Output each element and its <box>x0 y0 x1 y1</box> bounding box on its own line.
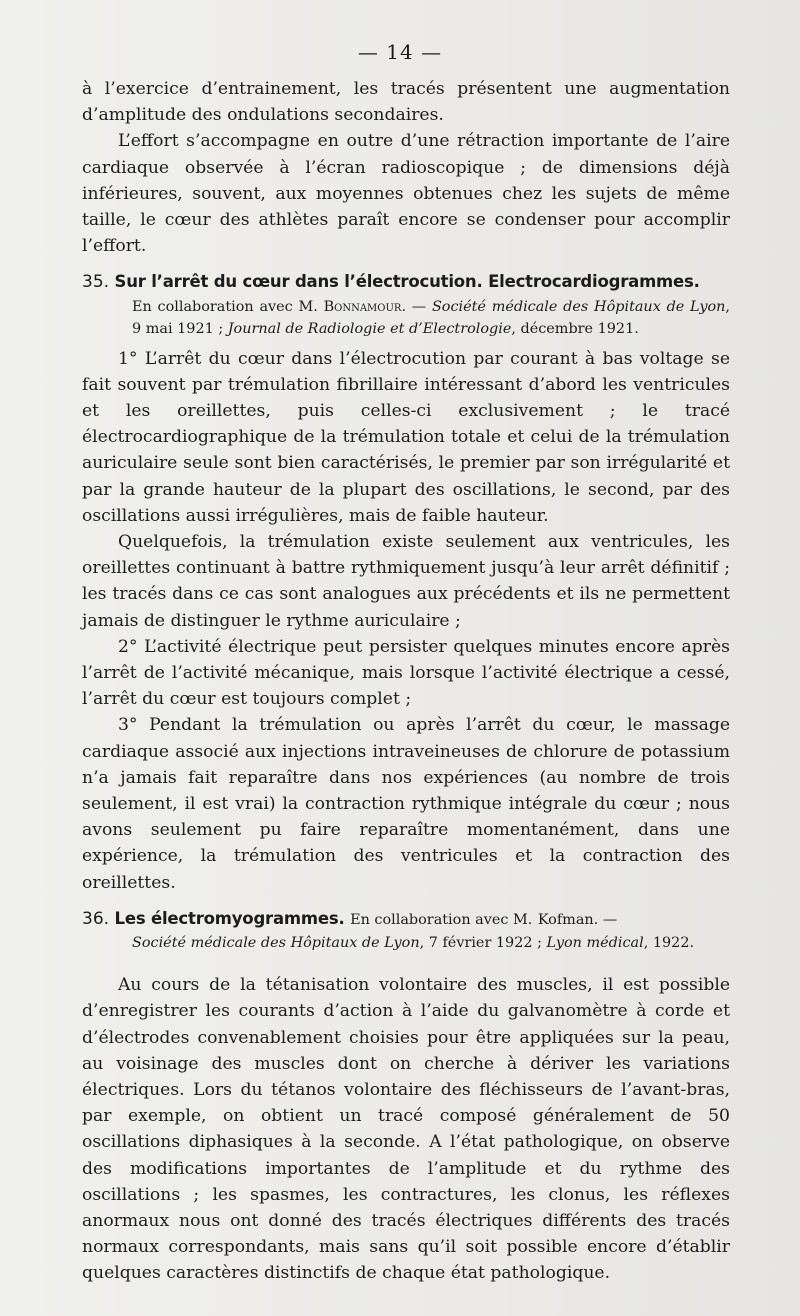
reference-line <box>82 932 730 954</box>
reference-prefix: En collaboration avec M. <box>350 911 533 928</box>
section-heading-36 <box>82 906 730 932</box>
journal-name: Journal de Radiologie et d’Electrologie <box>227 320 512 337</box>
section-number: 35. <box>82 272 110 293</box>
paragraph: 3° Pendant la trémulation ou après l’arrêt du cœur, le massage cardiaque associé aux injections intraveineuses de chlorure de potassium n’a jamais fait reparaître dans nos expériences (au nombre de trois seulement, il est vrai) la contraction rythmique intégrale du cœur ; nous avons seulement pu faire reparaître momentanément, dans une expérience, la trémulation des ventricules et la contraction des oreillettes. <box>82 715 730 893</box>
reference-date: , 9 mai 1921 ; <box>132 298 730 337</box>
spacer <box>82 954 730 972</box>
journal-name: Société médicale des Hôpitaux de Lyon <box>431 298 726 315</box>
paragraph: 2° L’activité électrique peut persister quelques minutes encore après l’arrêt de l’activité mécanique, mais lorsque l’activité électrique a cessé, l’arrêt du cœur est toujours complet ; <box>82 636 730 710</box>
section-title: Sur l’arrêt du cœur dans l’électrocution. Electrocardiogrammes. <box>114 272 700 292</box>
paragraph: 1° L’arrêt du cœur dans l’électrocution par courant à bas voltage se fait souvent par trémulation fibrillaire intéressant d’abord les ventricules et les oreillettes, puis celles-ci exclusivement ; le tracé électrocardiographique de la trémulation totale et celui de la trémulation auriculaire seule sont bien caractérisés, le premier par son irrégularité et par la grande hauteur de la plupart des oscillations, le second, par des oscillations aussi irrégulières, mais de faible hauteur. <box>82 348 730 526</box>
page-number: — 14 — <box>357 40 443 64</box>
paragraph: Au cours de la tétanisation volontaire des muscles, il est possible d’enregistrer les courants d’action à l’aide du galvanomètre à corde et d’électrodes convenablement choisies pour être appliquées sur la peau, au voisinage des muscles dont on cherche à dériver les variations électriques. Lors du tétanos volontaire des fléchisseurs de l’avant-bras, par exemple, on obtient un tracé composé généralement de 50 oscillations diphasiques à la seconde. A l’état pathologique, on observe des modifications importantes de l’amplitude et du rythme des oscillations ; les spasmes, les contractures, les clonus, les réflexes anormaux nous ont donné des tracés électriques différents des tracés normaux correspondants, mais sans qu’il soit possible encore d’établir quelques caractères distinctifs de chaque état pathologique. <box>82 975 730 1284</box>
paragraph: à l’exercice d’entrainement, les tracés présentent une augmentation d’amplitude des ondulations secondaires. <box>82 79 730 126</box>
reference-date: , 7 février 1922 ; <box>419 935 547 952</box>
reference-date: , 1922. <box>643 935 695 952</box>
reference-date: , décembre 1921. <box>511 320 639 337</box>
section-heading-35 <box>82 269 730 295</box>
journal-name: Lyon médical <box>546 935 644 952</box>
section-title: Les électromyogrammes. <box>114 908 345 928</box>
reference-prefix: En collaboration avec M. <box>132 298 318 315</box>
reference-separator: . — <box>401 298 432 315</box>
paragraph: L’effort s’accompagne en outre d’une rétraction importante de l’aire cardiaque observée à l’écran radioscopique ; de dimensions déjà inférieures, souvent, aux moyennes obtenues chez les sujets de même taille, le cœur des athlètes paraît encore se condenser pour accomplir l’effort. <box>82 131 730 257</box>
reference-separator: . — <box>593 911 618 928</box>
reference-line <box>82 296 730 340</box>
body-text <box>82 76 730 1287</box>
paragraph: Quelquefois, la trémulation existe seulement aux ventricules, les oreillettes continuant à battre rythmiquement jusqu’à leur arrêt définitif ; les tracés dans ce cas sont analogues aux précédents et ils ne permettent jamais de distinguer le rythme auriculaire ; <box>82 532 730 631</box>
journal-name: Société médicale des Hôpitaux de Lyon <box>132 935 420 952</box>
collaborator-name: Kofman <box>537 911 594 928</box>
section-number: 36. <box>82 908 110 929</box>
collaborator-name: Bonnamour <box>323 298 402 315</box>
